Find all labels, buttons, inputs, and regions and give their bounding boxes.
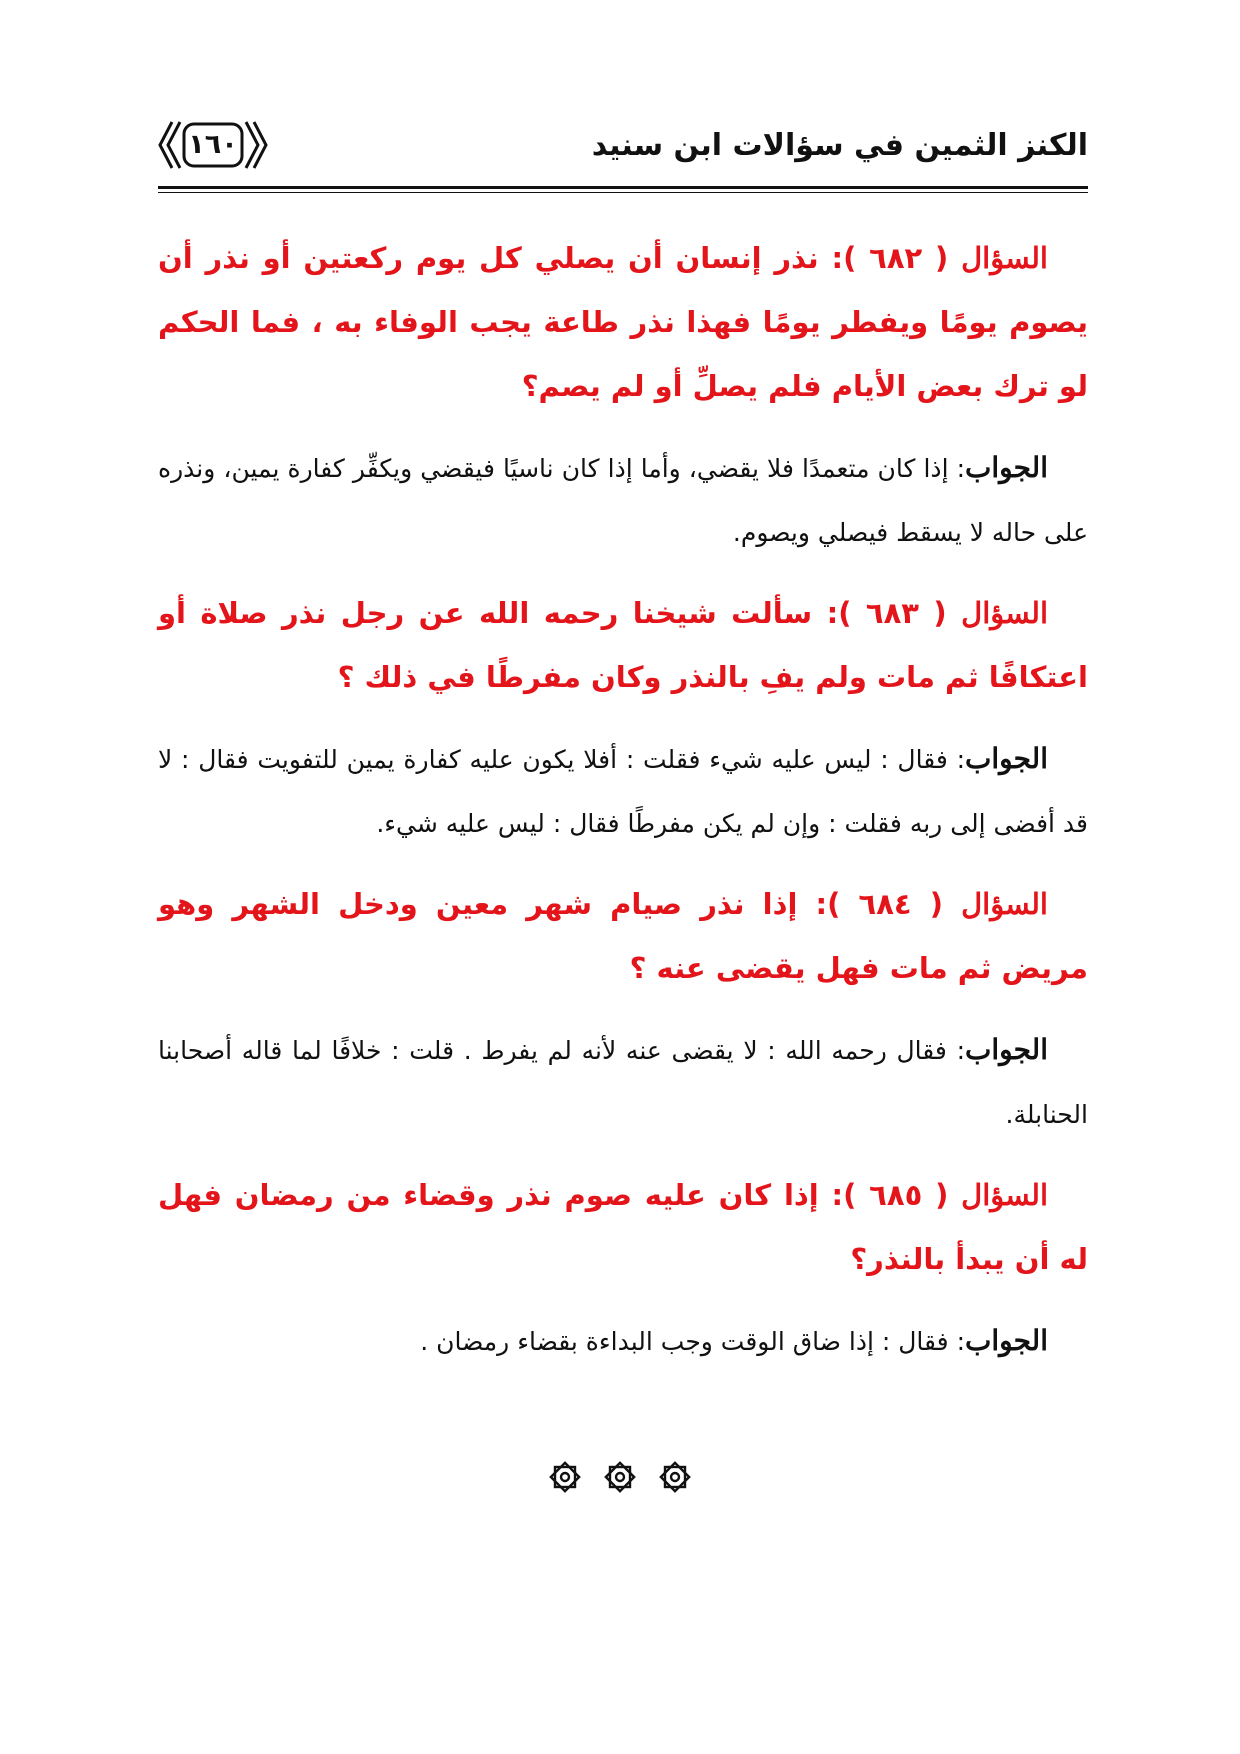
answer-683 (158, 727, 1088, 856)
question-685 (158, 1163, 1088, 1291)
question-number: ( ٦٨٤ ): (815, 887, 943, 921)
question-label: السؤال (961, 1178, 1048, 1212)
page-number: ١٦٠ (188, 129, 238, 160)
question-684 (158, 872, 1088, 1000)
answer-682 (158, 436, 1088, 565)
question-number: ( ٦٨٥ ): (831, 1178, 949, 1212)
answer-685 (158, 1309, 1088, 1374)
question-number: ( ٦٨٣ ): (826, 596, 947, 630)
question-682 (158, 226, 1088, 418)
page-content (158, 226, 1088, 1390)
answer-label: الجواب (965, 451, 1048, 484)
question-number: ( ٦٨٢ ): (831, 241, 949, 275)
question-text: نذر إنسان أن يصلي كل يوم ركعتين أو نذر أن يصوم يومًا ويفطر يومًا فهذا نذر طاعة يجب الوفاء به ، فما الحكم لو ترك بعض الأيام فلم يصلِّ أو لم يصم؟ (158, 241, 1088, 403)
answer-label: الجواب (965, 1324, 1048, 1357)
answer-label: الجواب (965, 1033, 1048, 1066)
answer-text: : فقال : ليس عليه شيء فقلت : أفلا يكون عليه كفارة يمين للتفويت فقال : لا قد أفضى إلى ربه فقلت : وإن لم يكن مفرطًا فقال : ليس عليه شيء. (158, 745, 1088, 838)
question-text: إذا نذر صيام شهر معين ودخل الشهر وهو مريض ثم مات فهل يقضى عنه ؟ (158, 887, 1088, 985)
question-text: سألت شيخنا رحمه الله عن رجل نذر صلاة أو اعتكافًا ثم مات ولم يفِ بالنذر وكان مفرطًا في ذلك ؟ (158, 596, 1088, 694)
floral-star-ornament-icon (658, 1460, 692, 1494)
header-rule (158, 186, 1088, 189)
book-title: الكنز الثمين في سؤالات ابن سنيد (591, 128, 1088, 163)
answer-text: : فقال رحمه الله : لا يقضى عنه لأنه لم يفرط . قلت : خلافًا لما قاله أصحابنا الحنابلة. (158, 1036, 1088, 1129)
answer-text: : إذا كان متعمدًا فلا يقضي، وأما إذا كان ناسيًا فيقضي ويكفِّر كفارة يمين، ونذره على حاله لا يسقط فيصلي ويصوم. (158, 454, 1088, 547)
section-end-ornaments (0, 1460, 1240, 1510)
answer-label: الجواب (965, 742, 1048, 775)
floral-star-ornament-icon (603, 1460, 637, 1494)
question-text: إذا كان عليه صوم نذر وقضاء من رمضان فهل له أن يبدأ بالنذر؟ (158, 1178, 1088, 1276)
page-header (158, 108, 1088, 194)
answer-text: : فقال : إذا ضاق الوقت وجب البداءة بقضاء رمضان . (420, 1327, 965, 1356)
question-label: السؤال (961, 596, 1048, 630)
header-rule-thin (158, 192, 1088, 193)
answer-684 (158, 1018, 1088, 1147)
question-683 (158, 581, 1088, 709)
question-label: السؤال (961, 241, 1048, 275)
question-label: السؤال (961, 887, 1048, 921)
page-number-badge (158, 118, 268, 172)
floral-star-ornament-icon (548, 1460, 582, 1494)
